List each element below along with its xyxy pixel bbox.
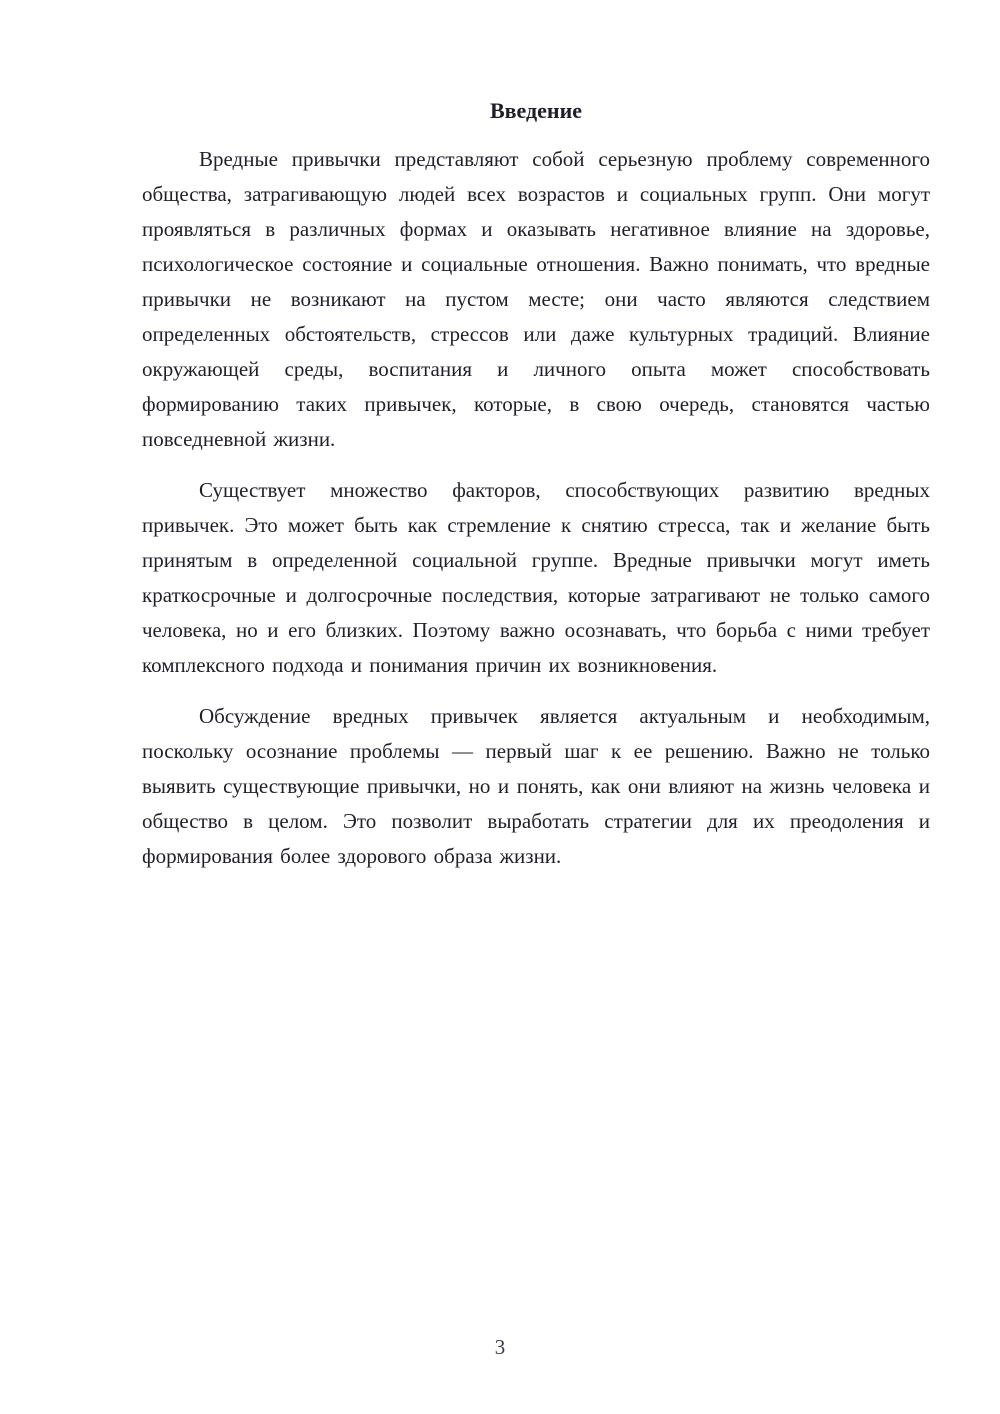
paragraph: Существует множество факторов, способствующих развитию вредных привычек. Это может быть как стремление к снятию стресса, так и желание быть принятым в определенной социальной группе. Вредные привычки могут иметь краткосрочные и долгосрочные последствия, которые затрагивают не только самого человека, но и его близких. Поэтому важно осознавать, что борьба с ними требует комплексного подхода и понимания причин их возникновения. xyxy=(142,478,930,677)
page-number: 3 xyxy=(494,1335,506,1359)
section-title: Введение xyxy=(489,98,583,123)
document-content xyxy=(142,96,930,890)
paragraph: Вредные привычки представляют собой серьезную проблему современного общества, затрагивающую людей всех возрастов и социальных групп. Они могут проявляться в различных формах и оказывать негативное влияние на здоровье, психологическое состояние и социальные отношения. Важно понимать, что вредные привычки не возникают на пустом месте; они часто являются следствием определенных обстоятельств, стрессов или даже культурных традиций. Влияние окружающей среды, воспитания и личного опыта может способствовать формированию таких привычек, которые, в свою очередь, становятся частью повседневной жизни. xyxy=(142,147,930,451)
paragraph: Обсуждение вредных привычек является актуальным и необходимым, поскольку осознание проблемы — первый шаг к ее решению. Важно не только выявить существующие привычки, но и понять, как они влияют на жизнь человека и общество в целом. Это позволит выработать стратегии для их преодоления и формирования более здорового образа жизни. xyxy=(142,704,930,868)
